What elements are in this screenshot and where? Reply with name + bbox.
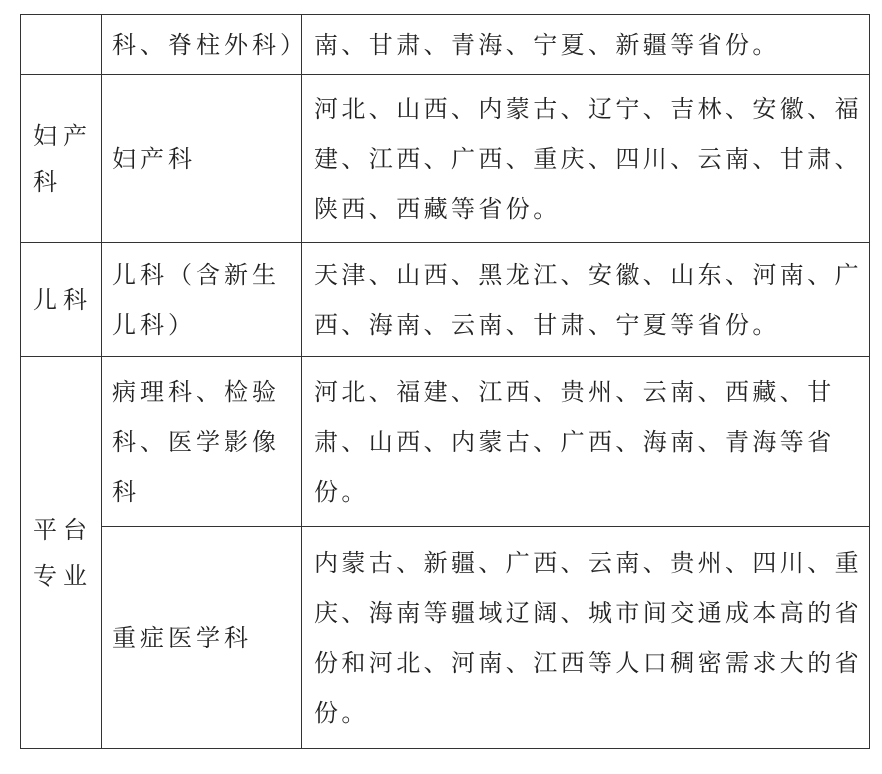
table-row bbox=[21, 527, 870, 749]
category-cell: 妇产科 bbox=[21, 75, 102, 243]
provinces-cell: 南、甘肃、青海、宁夏、新疆等省份。 bbox=[302, 15, 870, 75]
table-row bbox=[21, 75, 870, 243]
specialty-cell: 儿科（含新生儿科） bbox=[102, 243, 302, 357]
provinces-cell: 天津、山西、黑龙江、安徽、山东、河南、广西、海南、云南、甘肃、宁夏等省份。 bbox=[302, 243, 870, 357]
specialty-cell: 科、脊柱外科） bbox=[102, 15, 302, 75]
table-row bbox=[21, 15, 870, 75]
specialty-cell: 病理科、检验科、医学影像科 bbox=[102, 357, 302, 527]
category-cell bbox=[21, 15, 102, 75]
category-cell: 儿科 bbox=[21, 243, 102, 357]
specialty-cell: 重症医学科 bbox=[102, 527, 302, 749]
provinces-cell: 河北、福建、江西、贵州、云南、西藏、甘肃、山西、内蒙古、广西、海南、青海等省份。 bbox=[302, 357, 870, 527]
provinces-cell: 河北、山西、内蒙古、辽宁、吉林、安徽、福建、江西、广西、重庆、四川、云南、甘肃、陕西、西藏等省份。 bbox=[302, 75, 870, 243]
category-cell: 平台专业 bbox=[21, 357, 102, 749]
table-row bbox=[21, 243, 870, 357]
specialty-province-table bbox=[20, 14, 870, 749]
provinces-cell: 内蒙古、新疆、广西、云南、贵州、四川、重庆、海南等疆域辽阔、城市间交通成本高的省份和河北、河南、江西等人口稠密需求大的省份。 bbox=[302, 527, 870, 749]
table-row bbox=[21, 357, 870, 527]
specialty-cell: 妇产科 bbox=[102, 75, 302, 243]
